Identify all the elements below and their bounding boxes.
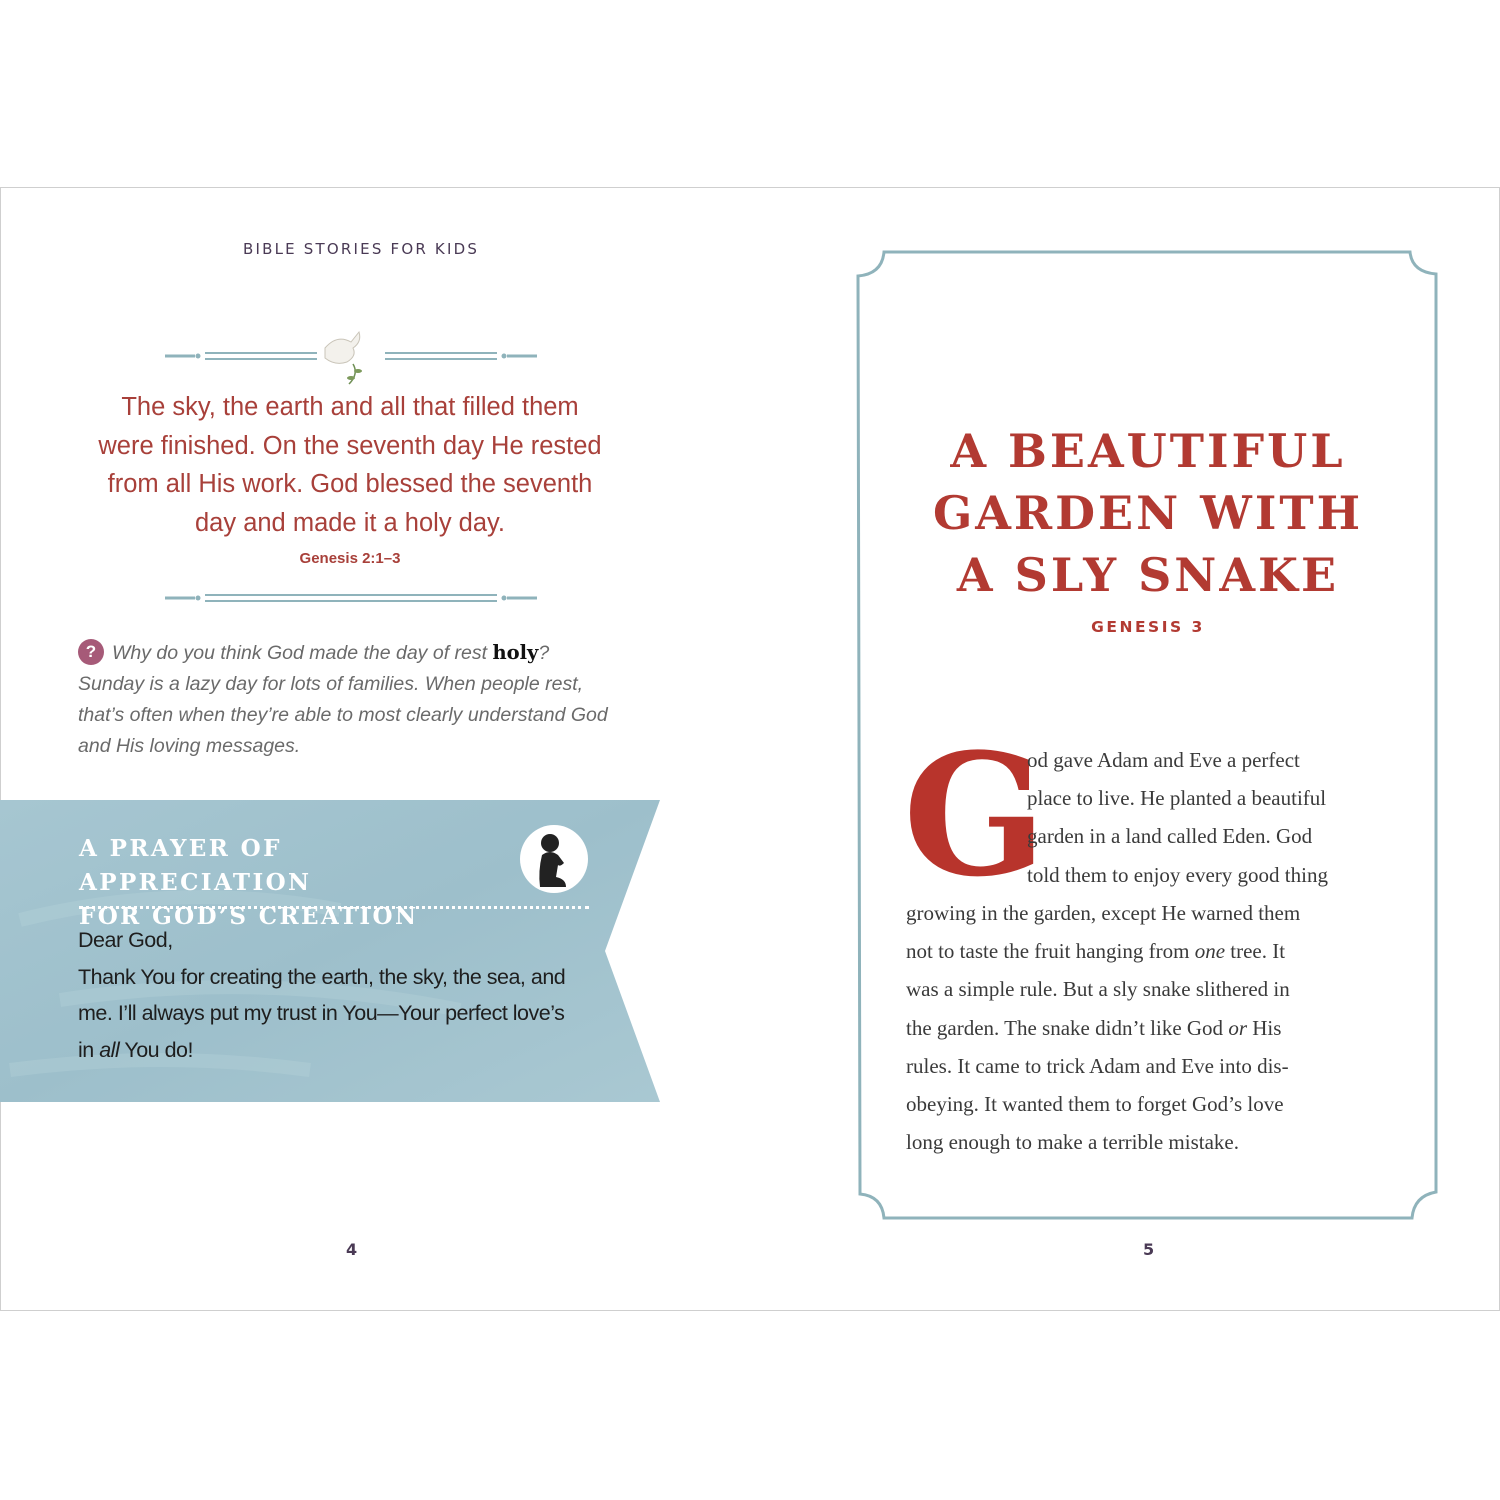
prayer-line xyxy=(78,1032,618,1069)
story-line: was a simple rule. But a sly snake slithered in xyxy=(906,977,1290,1002)
story-line: garden in a land called Eden. God xyxy=(1027,824,1313,849)
story-line: od gave Adam and Eve a perfect xyxy=(1027,748,1300,772)
story-line: long enough to make a terrible mistake. xyxy=(906,1130,1239,1155)
story-line: rules. It came to trick Adam and Eve into dis- xyxy=(906,1053,1289,1078)
prayer-line-part: You do! xyxy=(124,1037,193,1062)
prayer-title-line: FOR GOD’S CREATION xyxy=(79,903,419,930)
prayer-line-part: in xyxy=(78,1037,94,1062)
story-line: obeying. It wanted them to forget God’s love xyxy=(906,1092,1284,1117)
story-line-part: tree. It xyxy=(1230,939,1286,964)
prayer-title xyxy=(79,832,509,934)
chapter-reference: GENESIS 3 xyxy=(1091,618,1205,636)
story-line xyxy=(906,1009,1406,1047)
verse-line: were finished. On the seventh day He rested xyxy=(98,431,602,460)
story-line: growing in the garden, except He warned them xyxy=(906,901,1301,925)
prayer-title-line: A PRAYER OF APPRECIATION xyxy=(79,835,312,896)
page-number-left: 4 xyxy=(346,1240,358,1259)
verse-line: from all His work. God blessed the seventh xyxy=(107,470,593,498)
verse-line: The sky, the earth and all that filled them xyxy=(121,393,579,421)
story-line: place to live. He planted a beautiful xyxy=(1027,786,1327,811)
page-number-right: 5 xyxy=(1143,1240,1155,1259)
drop-cap: G xyxy=(903,716,1047,914)
verse-reference: Genesis 2:1–3 xyxy=(299,550,401,567)
question-text-after: ? Sunday is a lazy day for lots of families. When people rest, that’s often when they’re able to most clearly understand God and His loving messages. xyxy=(78,642,608,757)
prayer-line: me. I’ll always put my trust in You—Your perfect love’s xyxy=(78,1001,565,1025)
prayer-line-emphasis: all xyxy=(99,1037,120,1062)
story-body xyxy=(906,894,1406,1161)
verse-text xyxy=(90,388,610,542)
story-line xyxy=(906,932,1406,970)
story-line-part: not to taste the fruit hanging from xyxy=(906,939,1190,964)
running-head: BIBLE STORIES FOR KIDS xyxy=(243,240,480,258)
story-emphasis: one xyxy=(1194,939,1226,964)
question-bold-word: holy xyxy=(492,641,539,664)
chapter-title-line: A SLY SNAKE xyxy=(956,548,1340,602)
story-line: told them to enjoy every good thing xyxy=(1027,862,1328,887)
praying-child-icon xyxy=(520,825,588,893)
prayer-dotted-divider xyxy=(79,906,589,909)
verse-bottom-rule xyxy=(165,592,537,604)
chapter-title-line: GARDEN WITH xyxy=(932,486,1364,540)
story-line-part: His xyxy=(1252,1015,1282,1040)
story-emphasis: or xyxy=(1228,1015,1247,1040)
question-text-before: Why do you think God made the day of rest xyxy=(112,642,488,664)
verse-top-rule xyxy=(165,326,537,386)
prayer-greeting: Dear God, xyxy=(78,928,173,952)
story-top-lines xyxy=(1027,741,1407,894)
dove-icon xyxy=(325,332,362,384)
story-line-part: the garden. The snake didn’t like God xyxy=(906,1015,1224,1040)
discussion-question xyxy=(78,637,618,762)
chapter-title xyxy=(880,420,1416,606)
verse-line: day and made it a holy day. xyxy=(195,508,505,537)
praying-child-silhouette xyxy=(520,825,588,893)
question-icon: ? xyxy=(78,639,104,665)
prayer-line: Thank You for creating the earth, the sky, the sea, and xyxy=(78,964,566,989)
prayer-text xyxy=(78,922,618,1068)
chapter-title-line: A BEAUTIFUL xyxy=(950,424,1346,478)
